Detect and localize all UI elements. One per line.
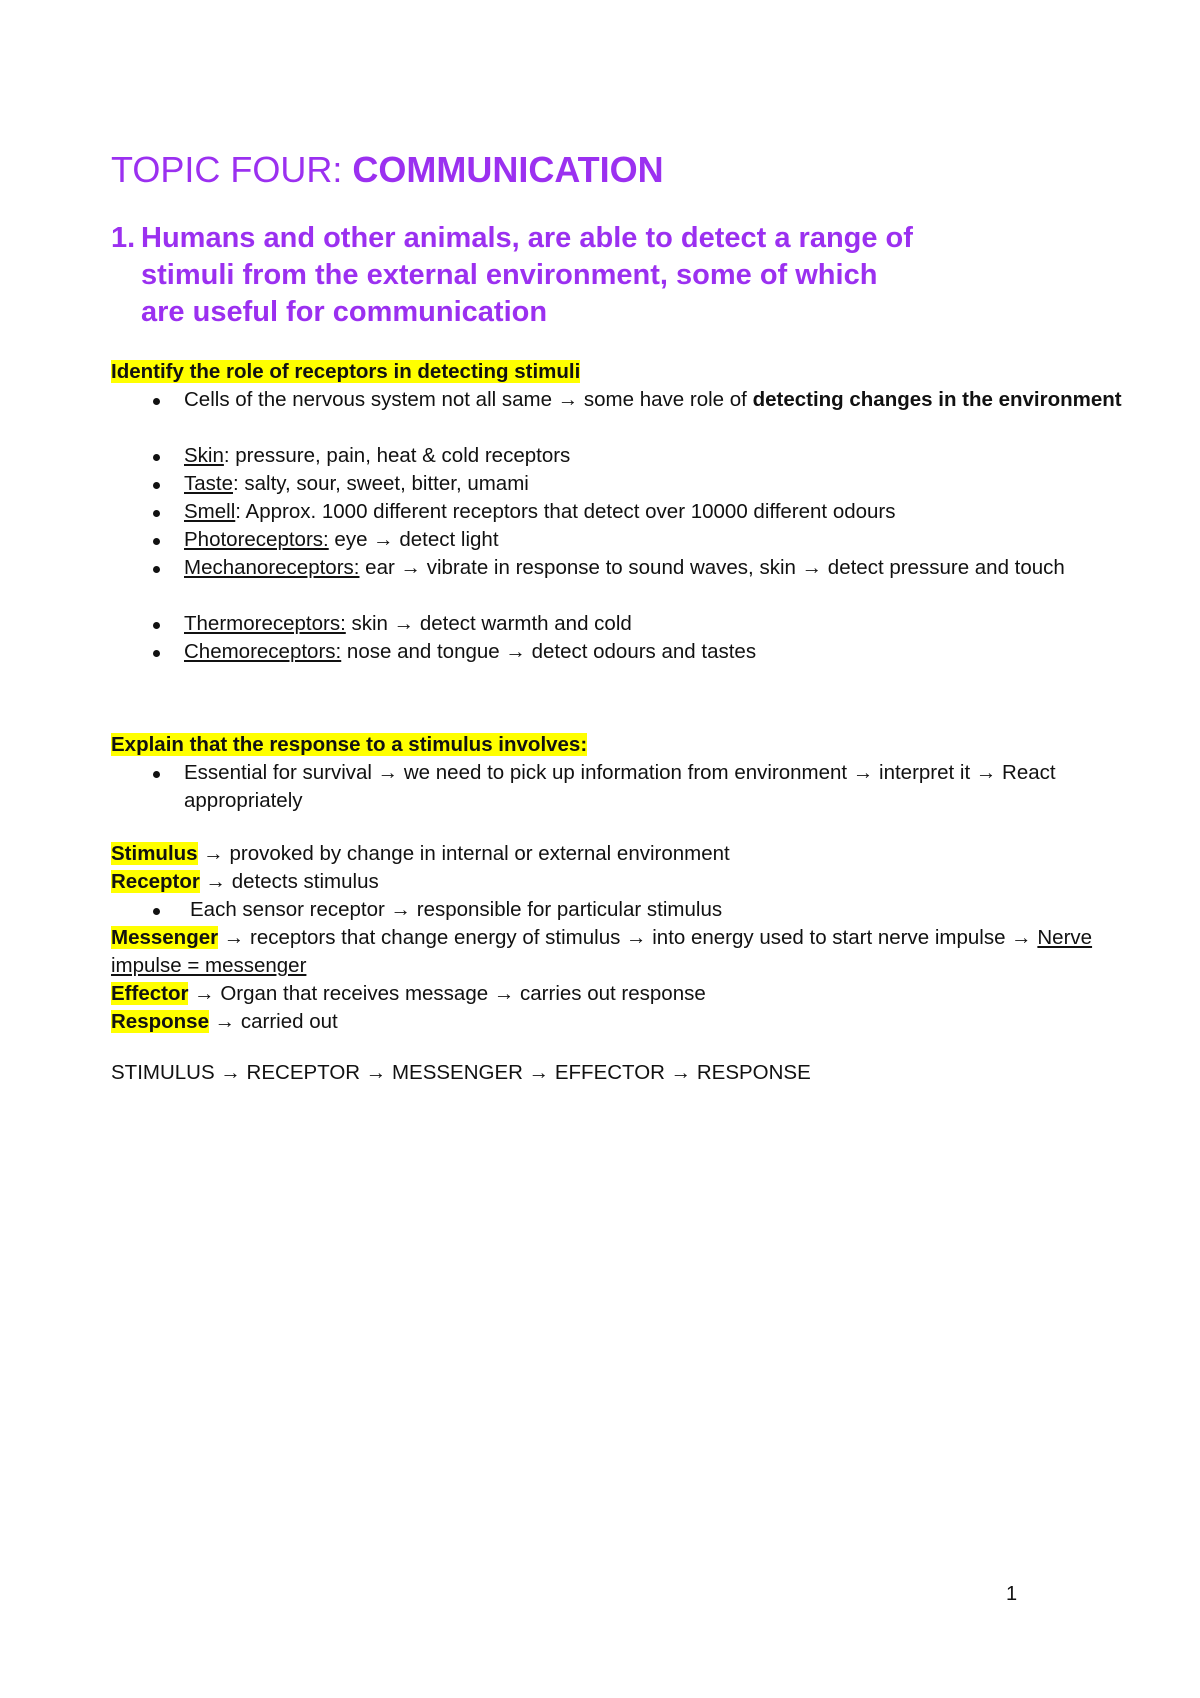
list-item: Mechanoreceptors: ear → vibrate in response to sound waves, skin → detect pressure and touch	[111, 554, 1151, 610]
list-item: Chemoreceptors: nose and tongue → detect odours and tastes	[111, 638, 1151, 666]
bullet-icon	[153, 908, 160, 915]
section-heading	[111, 220, 1111, 331]
bullet-icon	[153, 622, 160, 629]
topic-prefix: TOPIC FOUR:	[111, 149, 353, 190]
terms-section	[111, 840, 1151, 1036]
bullet-icon	[153, 398, 160, 405]
list-item: Essential for survival → we need to pick up information from environment → interpret it → React appropriately	[111, 759, 1151, 815]
page-number: 1	[1006, 1583, 1018, 1605]
receptors-section	[111, 358, 1151, 666]
bullet-icon	[153, 482, 160, 489]
term-row: Response → carried out	[111, 1010, 338, 1033]
term-row: Effector → Organ that receives message → carries out response	[111, 982, 706, 1005]
heading-line: Humans and other animals, are able to detect a range of	[141, 222, 913, 254]
heading-line: are useful for communication	[141, 296, 548, 328]
flow-line	[111, 1059, 1151, 1087]
bullet-icon	[153, 454, 160, 461]
list-item: Taste: salty, sour, sweet, bitter, umami	[111, 470, 1151, 498]
bullet-icon	[153, 566, 160, 573]
list-item: Photoreceptors: eye → detect light	[111, 526, 1151, 554]
list-item: Thermoreceptors: skin → detect warmth and cold	[111, 610, 1151, 638]
section-title: Explain that the response to a stimulus involves:	[111, 733, 588, 756]
flow-text: STIMULUS → RECEPTOR → MESSENGER → EFFECTOR → RESPONSE	[111, 1061, 811, 1084]
term-row: Messenger → receptors that change energy of stimulus → into energy used to start nerve impulse → Nerve impulse = messenger	[111, 926, 1093, 977]
heading-number: 1.	[111, 222, 136, 254]
list-item: Smell: Approx. 1000 different receptors that detect over 10000 different odours	[111, 498, 1151, 526]
list-item: Skin: pressure, pain, heat & cold receptors	[111, 442, 1151, 470]
term-row: Stimulus → provoked by change in internal or external environment	[111, 842, 730, 865]
topic-title	[111, 148, 664, 192]
bullet-icon	[153, 771, 160, 778]
bullet-icon	[153, 538, 160, 545]
list-item: Each sensor receptor → responsible for particular stimulus	[111, 896, 1151, 924]
list-item: Cells of the nervous system not all same → some have role of detecting changes in the environment	[111, 386, 1151, 442]
heading-line: stimuli from the external environment, some of which	[141, 259, 878, 291]
bullet-icon	[153, 510, 160, 517]
response-section	[111, 731, 1151, 815]
bullet-icon	[153, 650, 160, 657]
topic-name: COMMUNICATION	[352, 149, 664, 190]
section-title: Identify the role of receptors in detecting stimuli	[111, 360, 581, 383]
term-row: Receptor → detects stimulus	[111, 870, 379, 893]
